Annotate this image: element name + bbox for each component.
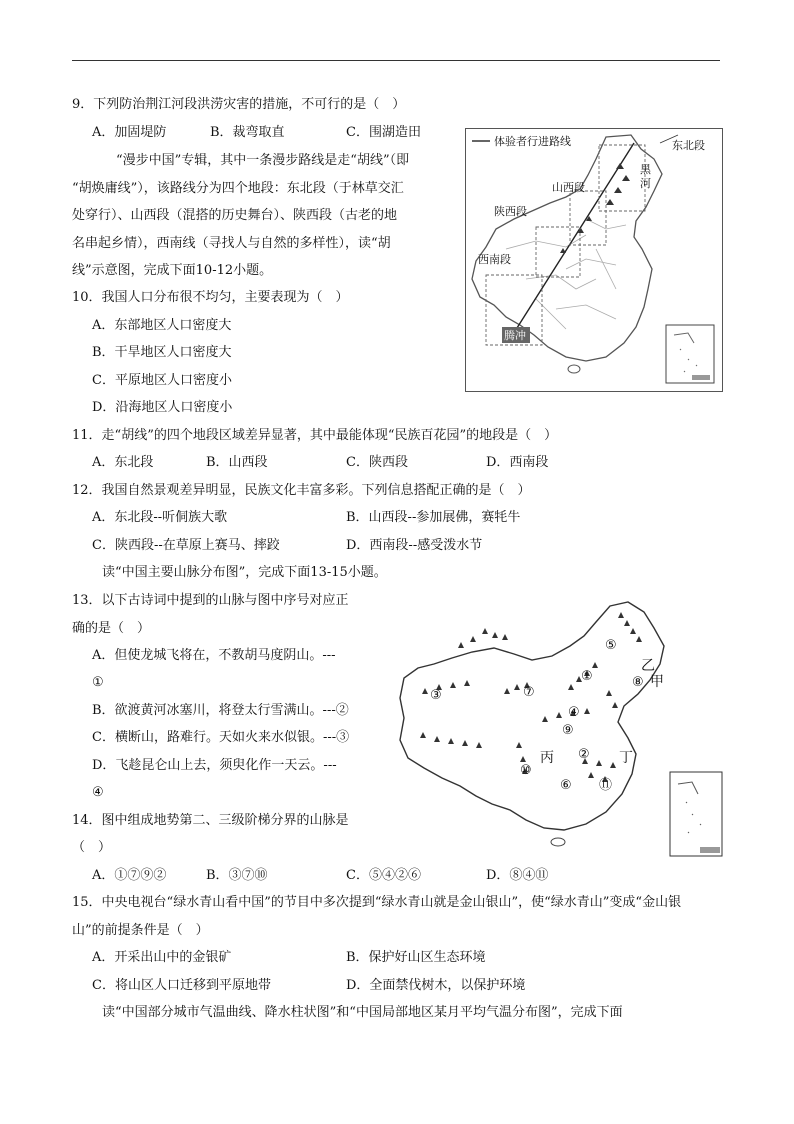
region-letters xyxy=(540,658,664,766)
marker-2: ② xyxy=(578,747,590,762)
q10-option-d[interactable]: D．沿海地区人口密度小 xyxy=(92,400,233,415)
q15-option-d[interactable]: D．全面禁伐树木，以保护环境 xyxy=(346,978,526,993)
q13-stem-line-1: 13．以下古诗词中提到的山脉与图中序号对应正 xyxy=(72,593,349,608)
marker-8: ⑧ xyxy=(632,675,644,690)
q13-stem-line-2: 确的是（ ） xyxy=(72,621,151,636)
map1-label-shaanxi: 陕西段 xyxy=(494,205,527,218)
route-markers xyxy=(560,163,630,253)
marker-10: ⑩ xyxy=(520,763,532,778)
mountains-map-svg xyxy=(392,598,728,860)
q11-option-a[interactable]: A．东北段 xyxy=(92,455,154,470)
intro-mountains: 读“中国主要山脉分布图”，完成下面13-15小题。 xyxy=(102,565,387,580)
q13-option-a-marker: ① xyxy=(92,675,104,690)
marker-1: ① xyxy=(581,669,593,684)
q12-option-c[interactable]: C．陕西段--在草原上赛马、摔跤 xyxy=(92,538,280,553)
marker-5: ⑤ xyxy=(605,638,617,653)
map1-label-tengchong: 腾冲 xyxy=(504,329,526,342)
hu-line-map-svg xyxy=(466,129,722,391)
map1-label-southwest: 西南段 xyxy=(478,253,511,266)
q9-option-a[interactable]: A．加固堤防 xyxy=(92,125,167,140)
map1-label-heihe-2: 河 xyxy=(640,177,651,190)
marker-9: ⑨ xyxy=(562,723,574,738)
q15-options-row1 xyxy=(92,949,486,967)
q15-stem-line-2: 山”的前提条件是（ ） xyxy=(72,923,209,938)
map1-label-heihe-1: 黑 xyxy=(640,163,651,176)
map1-label-shanxi: 山西段 xyxy=(552,181,585,194)
q11-option-d[interactable]: D．西南段 xyxy=(486,455,549,470)
q15-option-b[interactable]: B．保护好山区生态环境 xyxy=(346,950,486,965)
q14-stem-line-1: 14．图中组成地势第二、三级阶梯分界的山脉是 xyxy=(72,813,349,828)
intro-hu-line-1: “漫步中国”专辑，其中一条漫步路线是走“胡线”（即 xyxy=(116,153,410,168)
intro-hu-line-2: “胡焕庸线”），该路线分为四个地段：东北段（于林草交汇 xyxy=(72,181,404,196)
q14-options xyxy=(92,867,548,885)
q12-option-a[interactable]: A．东北段--听侗族大歌 xyxy=(92,510,228,525)
q13-option-c[interactable]: C．横断山，路难行。天如火来水似银。---③ xyxy=(92,730,350,745)
q13-option-d[interactable]: D．飞趁昆仑山上去，须臾化作一天云。--- xyxy=(92,758,337,773)
q13-option-b[interactable]: B．欲渡黄河冰塞川，将登太行雪满山。---② xyxy=(92,703,349,718)
q11-option-b[interactable]: B．山西段 xyxy=(206,455,268,470)
trailing-intro: 读“中国部分城市气温曲线、降水柱状图”和“中国局部地区某月平均气温分布图”，完成下面 xyxy=(102,1005,623,1020)
marker-7: ⑦ xyxy=(523,685,535,700)
q10-option-c[interactable]: C．平原地区人口密度小 xyxy=(92,373,232,388)
letter-bing: 丙 xyxy=(540,750,554,766)
q15-option-a[interactable]: A．开采出山中的金银矿 xyxy=(92,950,232,965)
mountain-markers xyxy=(430,638,644,793)
q15-option-c[interactable]: C．将山区人口迁移到平原地带 xyxy=(92,978,271,993)
q14-option-a[interactable]: A．①⑦⑨② xyxy=(92,868,167,883)
shaanxi-box xyxy=(536,227,580,277)
q13-option-d-marker: ④ xyxy=(92,785,104,800)
q9-option-b[interactable]: B．裁弯取直 xyxy=(210,125,285,140)
hu-line xyxy=(510,143,634,339)
map1-legend: 体验者行进路线 xyxy=(494,135,571,148)
q10-option-a[interactable]: A．东部地区人口密度大 xyxy=(92,318,232,333)
letter-ding: 丁 xyxy=(619,750,633,766)
q12-options-row2 xyxy=(92,537,482,555)
q12-option-d[interactable]: D．西南段--感受泼水节 xyxy=(346,538,483,553)
q14-option-d[interactable]: D．⑧④⑪ xyxy=(486,868,549,883)
marker-11: ⑪ xyxy=(599,778,613,793)
q9-stem: 9．下列防治荆江河段洪涝灾害的措施，不可行的是（ ） xyxy=(72,97,406,112)
letter-yi: 乙 xyxy=(641,658,655,674)
q9-option-c[interactable]: C．围湖造田 xyxy=(346,125,421,140)
hainan-island-2 xyxy=(551,838,565,846)
marker-6: ⑥ xyxy=(560,778,572,793)
q14-option-b[interactable]: B．③⑦⑩ xyxy=(206,868,268,883)
south-sea-inset xyxy=(666,325,714,383)
q11-option-c[interactable]: C．陕西段 xyxy=(346,455,408,470)
marker-3: ③ xyxy=(430,688,442,703)
south-sea-inset-2 xyxy=(670,772,722,856)
q15-stem-line-1: 15．中央电视台“绿水青山看中国”的节目中多次提到“绿水青山就是金山银山”，使“绿水青山”变成“金山银 xyxy=(72,895,682,910)
q14-option-c[interactable]: C．⑤④②⑥ xyxy=(346,868,421,883)
intro-hu-line-3: 处穿行）、山西段（混搭的历史舞台）、陕西段（古老的地 xyxy=(72,208,398,223)
q11-stem: 11．走“胡线”的四个地段区域差异显著，其中最能体现“民族百花园”的地段是（ ） xyxy=(72,428,558,443)
q9-options xyxy=(92,124,421,142)
q11-options xyxy=(92,454,548,472)
intro-hu-line-4: 名串起乡情），西南线（寻找人与自然的多样性），读“胡 xyxy=(72,236,391,251)
q12-options-row1 xyxy=(92,509,520,527)
q10-option-b[interactable]: B．干旱地区人口密度大 xyxy=(92,345,232,360)
mountains-map xyxy=(392,598,728,860)
hainan-island xyxy=(568,365,580,373)
q12-stem: 12．我国自然景观差异明显，民族文化丰富多彩。下列信息搭配正确的是（ ） xyxy=(72,483,531,498)
q13-option-a[interactable]: A．但使龙城飞将在，不教胡马度阴山。--- xyxy=(92,648,336,663)
province-lines xyxy=(506,219,626,329)
q15-options-row2 xyxy=(92,977,525,995)
hu-line-map xyxy=(465,128,723,392)
header-rule xyxy=(72,60,720,61)
letter-jia: 甲 xyxy=(650,674,664,690)
marker-4: ④ xyxy=(568,705,580,720)
q10-stem: 10．我国人口分布很不均匀，主要表现为（ ） xyxy=(72,290,349,305)
china-outline-2 xyxy=(400,602,664,830)
intro-hu-line-5: 线”示意图，完成下面10-12小题。 xyxy=(72,263,273,278)
map1-label-northeast: 东北段 xyxy=(672,139,705,152)
q14-stem-line-2: （ ） xyxy=(72,840,112,855)
q12-option-b[interactable]: B．山西段--参加展佛，赛牦牛 xyxy=(346,510,521,525)
